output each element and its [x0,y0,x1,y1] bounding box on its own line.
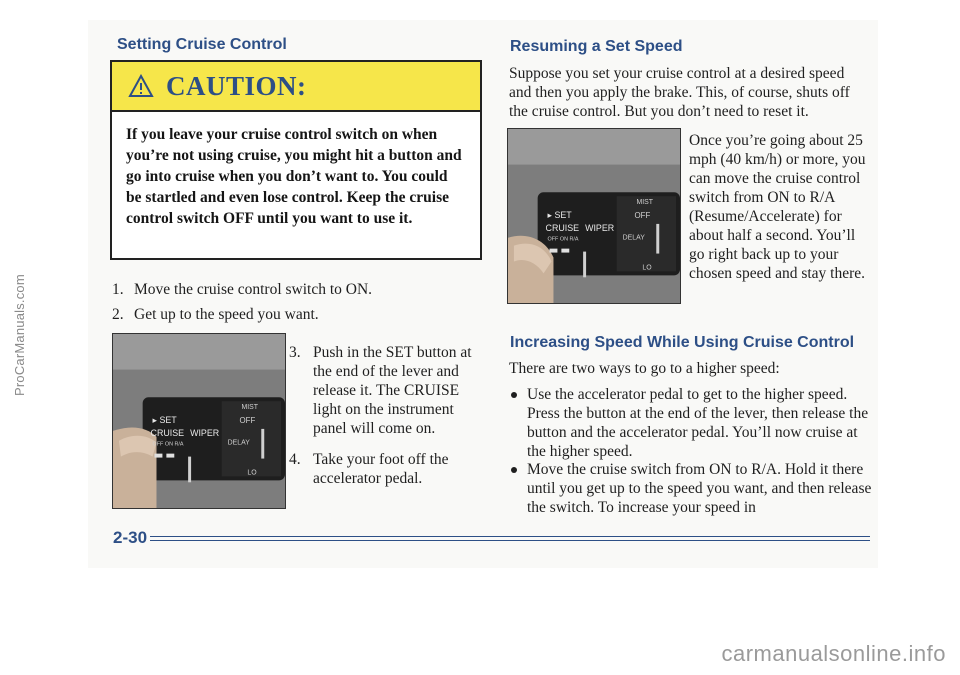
lever-photo-set [112,333,286,509]
resume-instructions-text: Once you’re going about 25 mph (40 km/h) or more, you can move the cruise control switch from ON to R/A (Resume/Accelerate) for about half a second. You’ll go right back up to your chosen speed and stay there. [689,132,866,282]
watermark-bottom: carmanualsonline.info [721,641,946,666]
step-3-number: 3. [289,344,301,361]
lever-label-wiper-2: WIPER [585,222,615,233]
bullet-dot [511,467,517,473]
warning-triangle-icon [128,74,154,98]
lever-label-set: ▸ SET [152,414,177,425]
bullet-dot [511,392,517,398]
watermark-side: ProCarManuals.com [12,274,27,396]
lever-label-set-2: ▸ SET [547,209,572,220]
caution-box [110,60,482,260]
step-4-number: 4. [289,451,301,468]
step-1-number: 1. [112,281,124,298]
lever-label-mist: MIST [241,404,259,412]
lever-label-mist-2: MIST [636,199,654,207]
caution-banner [112,62,480,112]
step-2-text: Get up to the speed you want. [134,306,319,323]
increasing-intro-text: There are two ways to go to a higher speed: [509,360,780,377]
lever-label-off: OFF [239,415,256,425]
step-4-text: Take your foot off the accelerator pedal. [313,451,449,487]
increase-method-1-text: Use the accelerator pedal to get to the higher speed. Press the button at the end of the lever, then release the button and the accelerator pedal. You’ll now cruise at the higher speed. [527,386,869,460]
footer-rule-bottom [150,540,870,541]
resuming-speed-heading: Resuming a Set Speed [510,38,683,55]
step-1-text: Move the cruise control switch to ON. [134,281,373,298]
lever-label-offonra: OFF ON R/A [152,441,184,448]
step-3-text: Push in the SET button at the end of the lever and release it. The CRUISE light on the instrument panel will come on. [313,344,472,437]
lever-label-cruise: CRUISE [150,427,185,438]
lever-photo-resume [507,128,681,304]
increasing-speed-heading: Increasing Speed While Using Cruise Control [510,334,855,351]
lever-label-off-2: OFF [634,210,651,220]
increase-method-2-text: Move the cruise switch from ON to R/A. Hold it there until you get up to the speed you want, and then release the switch. To increase your speed in [527,461,872,516]
footer-rule-top [150,536,870,537]
resuming-intro-text: Suppose you set your cruise control at a desired speed and then you apply the brake. This, of course, shuts off the cruise control. But you don’t need to reset it. [509,65,850,120]
lever-label-lo: LO [247,469,257,477]
setting-cruise-heading: Setting Cruise Control [117,36,287,53]
lever-label-cruise-2: CRUISE [545,222,580,233]
lever-label-lo-2: LO [642,264,652,272]
step-2-number: 2. [112,306,124,323]
page-number: 2-30 [113,528,148,547]
caution-title: CAUTION: [166,70,307,101]
lever-label-delay: DELAY [227,439,250,447]
lever-label-offonra-2: OFF ON R/A [547,236,579,243]
lever-label-wiper: WIPER [190,427,220,438]
lever-label-delay-2: DELAY [622,234,645,242]
caution-text: If you leave your cruise control switch on when you’re not using cruise, you might hit a button and go into cruise when you don’t want to. You could be startled and even lose control. Keep the cruise control switch OFF until you want to use it. [126,126,462,227]
